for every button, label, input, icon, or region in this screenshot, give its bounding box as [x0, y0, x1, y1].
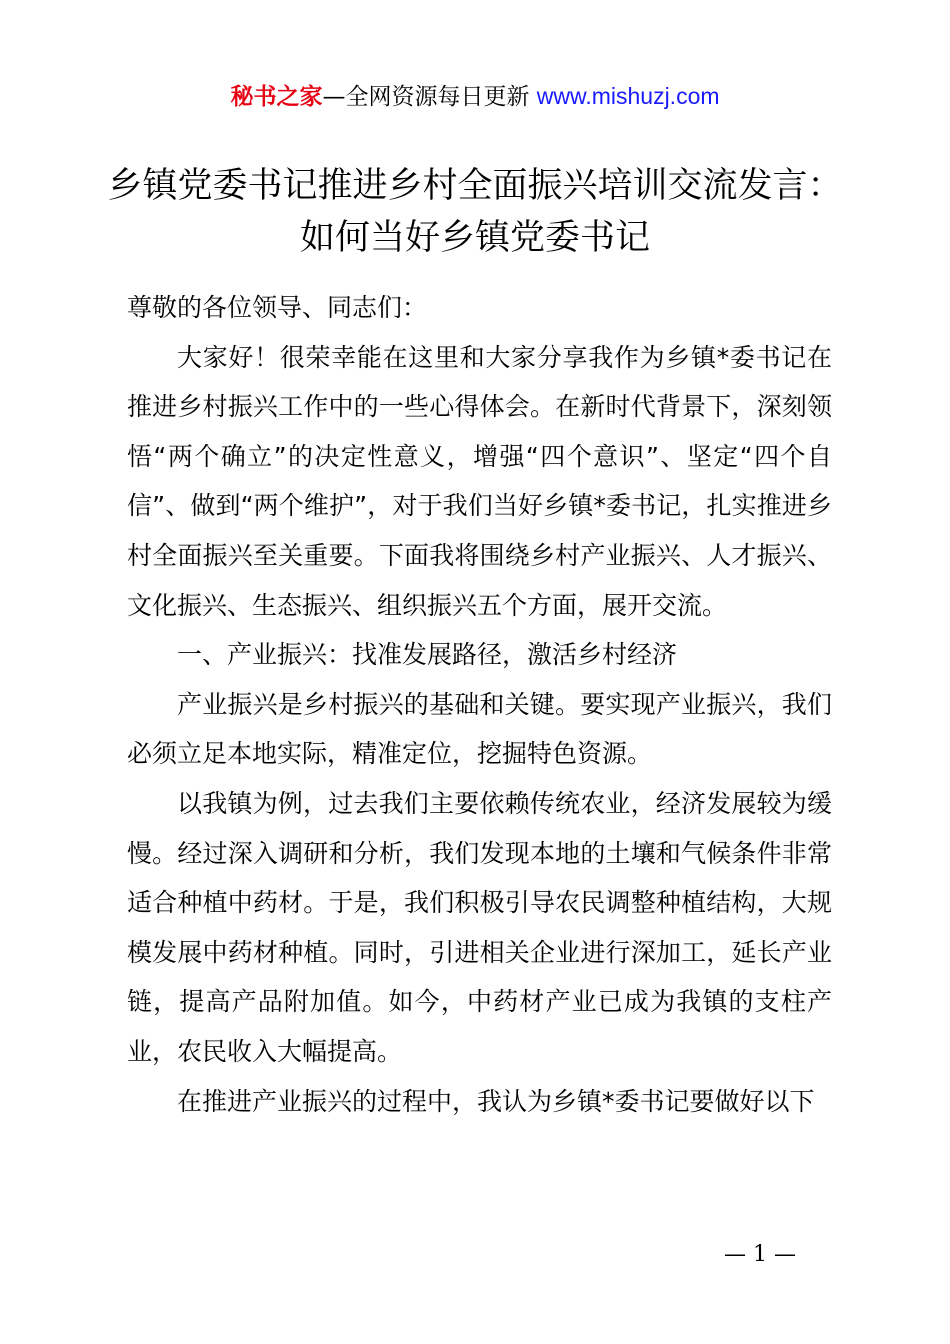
brand-name: 秘书之家: [230, 84, 323, 110]
document-title: [100, 160, 850, 264]
site-header: [0, 80, 950, 113]
header-tagline: —全网资源每日更新: [322, 84, 537, 110]
paragraph-industry: 产业振兴是乡村振兴的基础和关键。要实现产业振兴，我们必须立足本地实际，精准定位，挖掘特色资源。: [127, 689, 832, 769]
paragraph-intro: 大家好！很荣幸能在这里和大家分享我作为乡镇*委书记在推进乡村振兴工作中的一些心得体会。在新时代背景下，深刻领悟“两个确立”的决定性意义，增强“四个意识”、坚定“四个自信”、做到“两个维护”，对于我们当好乡镇*委书记，扎实推进乡村全面振兴至关重要。下面我将围绕乡村产业振兴、人才振兴、文化振兴、生态振兴、组织振兴五个方面，展开交流。: [127, 342, 832, 620]
greeting: 尊敬的各位领导、同志们：: [127, 293, 428, 322]
paragraph-continued: 在推进产业振兴的过程中，我认为乡镇*委书记要做好以下: [177, 1086, 815, 1116]
paragraph-example: 以我镇为例，过去我们主要依赖传统农业，经济发展较为缓慢。经过深入调研和分析，我们发现本地的土壤和气候条件非常适合种植中药材。于是，我们积极引导农民调整种植结构，大规模发展中药材种植。同时，引进相关企业进行深加工，延长产业链，提高产品附加值。如今，中药材产业已成为我镇的支柱产业，农民收入大幅提高。: [127, 788, 832, 1066]
page-number: — 1 —: [724, 1242, 796, 1267]
title-line-1: 乡镇党委书记推进乡村全面振兴培训交流发言：: [107, 166, 843, 206]
section-heading-1: 一、产业振兴：找准发展路径，激活乡村经济: [177, 640, 678, 670]
document-body: [127, 283, 832, 1126]
title-line-2: 如何当好乡镇党委书记: [299, 218, 650, 258]
site-url-link[interactable]: www.mishuzj.com: [536, 83, 720, 109]
